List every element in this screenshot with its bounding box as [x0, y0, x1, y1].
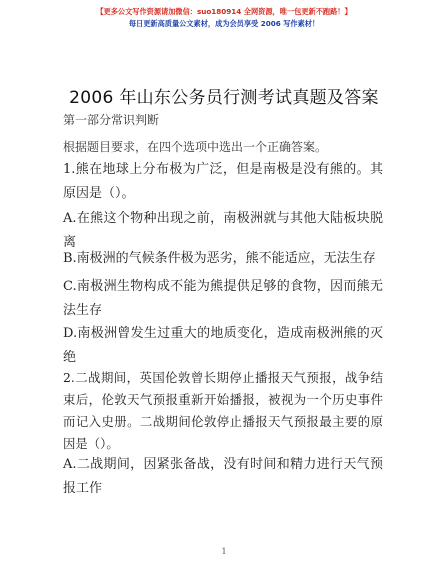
- question-1-stem: 1.熊在地球上分布极为广泛，但是南极是没有熊的。其原因是（）。: [63, 162, 383, 201]
- question-1-option-d: D.南极洲曾发生过重大的地质变化，造成南极洲熊的灭绝: [63, 326, 383, 365]
- promo-banner-line2: 每日更新高质量公文素材，成为会员享受 2006 写作素材！: [128, 19, 320, 28]
- question-1-option-b: B.南极洲的气候条件极为恶劣，熊不能适应，无法生存: [63, 251, 376, 266]
- document-title: 2006 年山东公务员行测考试真题及答案: [69, 88, 379, 108]
- question-1-option-c: C.南极洲生物构成不能为熊提供足够的食物，因而熊无法生存: [63, 279, 383, 318]
- promo-banner: [0, 6, 448, 30]
- question-1-option-a: A.在熊这个物种出现之前，南极洲就与其他大陆板块脱离: [63, 211, 383, 250]
- page-number: 1: [221, 547, 227, 556]
- question-2-option-a: A.二战期间，因紧张备战，没有时间和精力进行天气预报工作: [63, 457, 383, 496]
- section-heading: 第一部分常识判断: [63, 113, 160, 127]
- instruction-text: 根据题目要求，在四个选项中选出一个正确答案。: [63, 140, 328, 154]
- promo-banner-line1: 【更多公文写作资源请加微信：suo180914 全网资源，唯一包更新不跑路！】: [96, 7, 352, 16]
- question-2-stem: 2.二战期间，英国伦敦曾长期停止播报天气预报，战争结束后，伦敦天气预报重新开始播报，被视为一个历史事件而记入史册。二战期间伦敦停止播报天气预报最主要的原因是（）。: [63, 370, 383, 451]
